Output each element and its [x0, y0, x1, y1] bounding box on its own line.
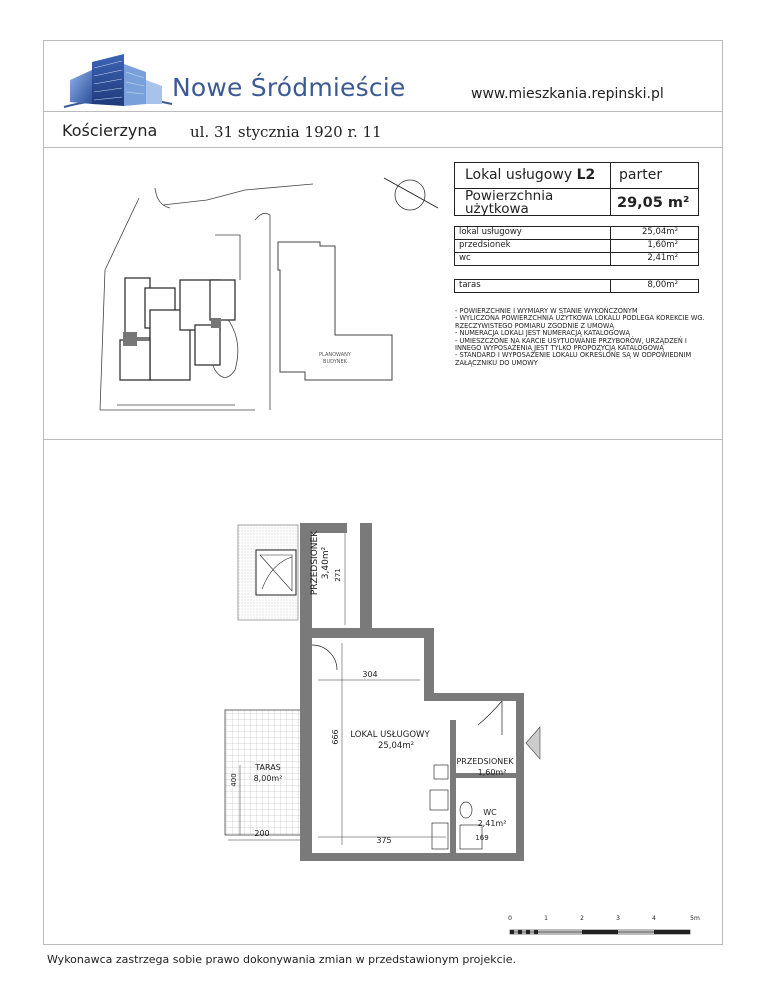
table-row: taras 8,00m² [459, 280, 678, 290]
divider-address [43, 147, 723, 148]
main-room-name: LOKAL USŁUGOWY [350, 730, 430, 740]
wc-area: 2,41m² [477, 819, 507, 828]
table-row: przedsionek 1,60m² [455, 240, 698, 253]
website-link[interactable]: www.mieszkania.repinski.pl [471, 86, 664, 102]
street-address: ul. 31 stycznia 1920 r. 11 [190, 123, 382, 141]
unit-summary-box [454, 162, 699, 216]
wc-name: WC [483, 808, 497, 817]
vestibule-top-dim: 271 [334, 568, 342, 582]
table-row: wc 2,41m² [459, 253, 678, 263]
vestibule-top-name: PRZEDSIONEK [310, 530, 320, 596]
scale-tick-label: 4 [652, 915, 656, 922]
note-item: - POWIERZCHNIE I WYMIARY W STANIE WYKOŃCZONYM [455, 307, 638, 315]
note-item: - NUMERACJA LOKALI JEST NUMERACJĄ KATALOGOWĄ [455, 329, 630, 338]
planned-building-label-1: PLANOWANY [319, 352, 351, 358]
planned-building-label-2: BUDYNEK [323, 359, 347, 365]
scale-tick-label: 0 [508, 915, 512, 922]
terrace-dim-h: 200 [254, 829, 270, 838]
terrace-name: TARAS [255, 763, 281, 772]
note-item: - UMIESZCZONE NA KARCIE USYTUOWANIE PRZYBORÓW, URZĄDZEŃ I INNEGO WYPOSAŻENIA JEST TYLKO PROPOZYCJĄ KATALOGOWĄ [455, 336, 687, 353]
note-item: - WYLICZONA POWIERZCHNIA UŻYTKOWA LOKALU PODLEGA KOREKCIE WG. RZECZYWISTEGO POMIARU ZGODNIE Z UMOWĄ [455, 314, 705, 330]
brand-name: Nowe Śródmieście [172, 73, 406, 102]
dim-bottom: 375 [376, 836, 392, 845]
unit-floor: parter [619, 167, 663, 183]
scale-tick-label: 3 [616, 915, 620, 922]
table-row: lokal usługowy 25,04m² [455, 227, 698, 240]
divider-header [43, 111, 723, 112]
vestibule-name: PRZEDSIONEK [456, 757, 514, 766]
main-room-area: 25,04m² [377, 741, 415, 751]
footer-disclaimer: Wykonawca zastrzega sobie prawo dokonywania zmian w przedstawionym projekcie. [47, 953, 516, 966]
floor-plan [220, 515, 560, 870]
dim-left: 666 [331, 729, 340, 745]
note-item: - STANDARD I WYPOSAŻENIE LOKALU OKREŚLONE SĄ W ODPOWIEDNIM ZAŁĄCZNIKU DO UMOWY [455, 351, 692, 367]
wc-dim: 169 [475, 834, 489, 842]
dim-top: 304 [362, 670, 378, 679]
scale-tick-label: 5m [690, 915, 700, 922]
vestibule-top-area: 3,40m² [321, 546, 331, 580]
scale-tick-label: 2 [580, 915, 584, 922]
area-label: Powierzchnia użytkowa [465, 188, 554, 217]
unit-type: Lokal usługowy L2 [465, 167, 596, 183]
area-value: 29,05 m² [617, 195, 690, 211]
terrace-area: 8,00m² [253, 774, 283, 783]
scale-tick-label: 1 [544, 915, 548, 922]
city-name: Kościerzyna [62, 121, 158, 140]
vestibule-area: 1,60m² [477, 768, 507, 777]
notes-list [455, 308, 705, 367]
site-plan [95, 160, 440, 430]
divider-plan [43, 439, 723, 440]
rooms-table [454, 226, 699, 266]
terrace-table [454, 279, 699, 293]
terrace-dim-v: 400 [230, 773, 238, 787]
scale-bar [505, 912, 705, 942]
